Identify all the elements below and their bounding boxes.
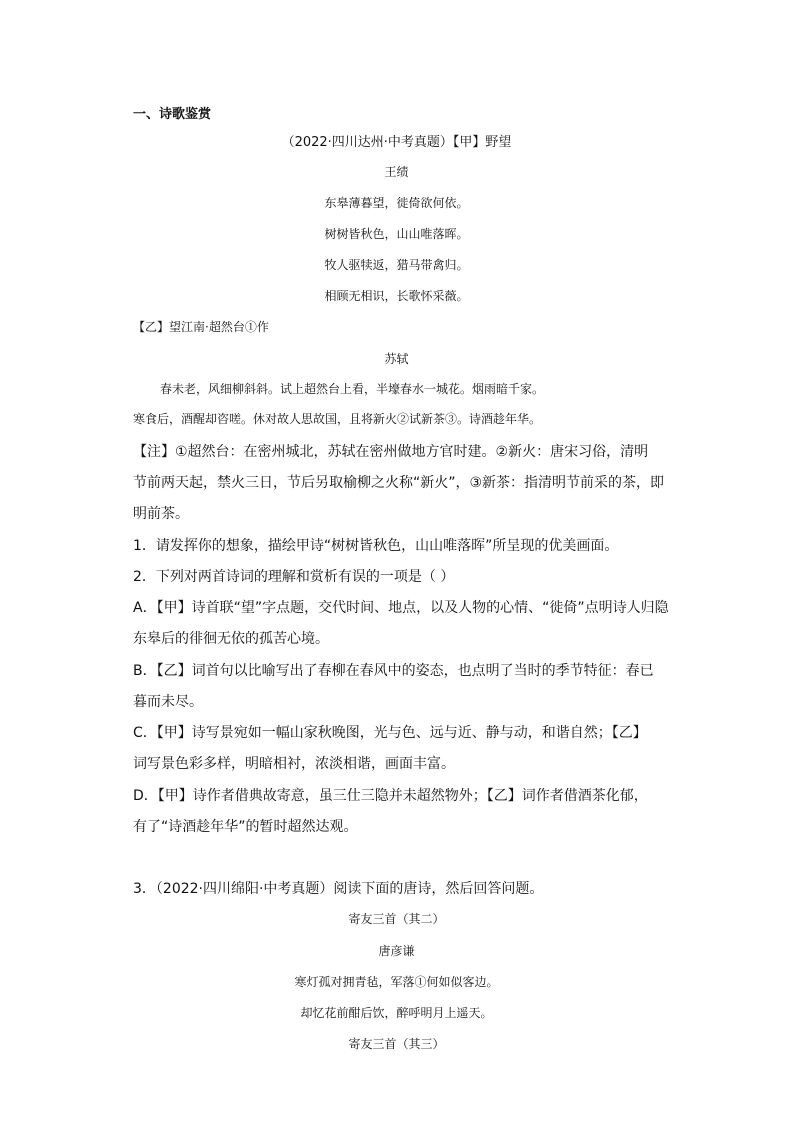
option-d-line: 有了“诗酒趁年华”的暂时超然达观。	[133, 819, 358, 835]
option-d-line: D．【甲】诗作者借典故寄意，虽三仕三隐并未超然物外；【乙】词作者借酒茶化郁，	[133, 788, 648, 804]
question3-poem-title: 寄友三首（其二）	[348, 912, 445, 926]
note-line: 节前两天起，禁火三日，节后另取榆柳之火称“新火”，③新茶：指清明节前采的茶，即	[133, 475, 665, 491]
note-line: 明前茶。	[133, 506, 189, 522]
option-b-line: B．【乙】词首句以比喻写出了春柳在春风中的姿态，也点明了当时的季节特征：春已	[133, 663, 654, 679]
question-3-stem: 3．（2022·四川绵阳·中考真题）阅读下面的唐诗，然后回答问题。	[133, 881, 544, 897]
question-2-stem: 2．下列对两首诗词的理解和赏析有误的一项是（ ）	[133, 569, 455, 585]
section-title: 一、诗歌鉴赏	[133, 107, 212, 122]
poem1-line: 牧人驱犊返，猎马带禽归。	[324, 258, 469, 272]
poem1-line: 相顾无相识，长歌怀采薇。	[324, 289, 469, 303]
question3-poem-line: 寒灯孤对拥青毡，军落①何如似客边。	[294, 975, 499, 989]
question-1: 1．请发挥你的想象，描绘甲诗“树树皆秋色，山山唯落晖”所呈现的优美画面。	[133, 538, 619, 554]
question3-poem-line: 却忆花前酣后饮，醉呼明月上遥天。	[300, 1006, 493, 1020]
poem1-author: 王绩	[384, 165, 409, 179]
poem1-line: 树树皆秋色，山山唯落晖。	[324, 227, 469, 241]
question3-next-title: 寄友三首（其三）	[348, 1037, 445, 1051]
poem1-heading: （2022·四川达州·中考真题）【甲】野望	[281, 135, 512, 150]
poem2-heading: 【乙】望江南·超然台①作	[133, 320, 269, 334]
question3-poem-author: 唐彦谦	[378, 944, 415, 958]
option-c-line: C．【甲】诗写景宛如一幅山家秋晚图，光与色、远与近、静与动，和谐自然；【乙】	[133, 725, 647, 741]
poem2-author: 苏轼	[384, 352, 409, 366]
poem1-line: 东皋薄暮望，徙倚欲何依。	[324, 196, 469, 210]
note-line: 【注】①超然台：在密州城北，苏轼在密州做地方官时建。②新火：唐宋习俗，清明	[133, 444, 649, 460]
poem2-text-line: 寒食后，酒醒却咨嗟。休对故人思故国，且将新火②试新茶③。诗酒趁年华。	[133, 412, 542, 426]
poem2-text-line: 春未老，风细柳斜斜。试上超然台上看，半壕春水一城花。烟雨暗千家。	[160, 382, 545, 396]
option-c-line: 词写景色彩多样，明暗相衬，浓淡相谐，画面丰富。	[133, 756, 455, 772]
option-a-line: 东皋后的徘徊无依的孤苦心境。	[133, 631, 329, 647]
option-a-line: A．【甲】诗首联“望”字点题，交代时间、地点，以及人物的心情、“徙倚”点明诗人归隐	[133, 600, 669, 616]
option-b-line: 暮而未尽。	[133, 694, 203, 710]
